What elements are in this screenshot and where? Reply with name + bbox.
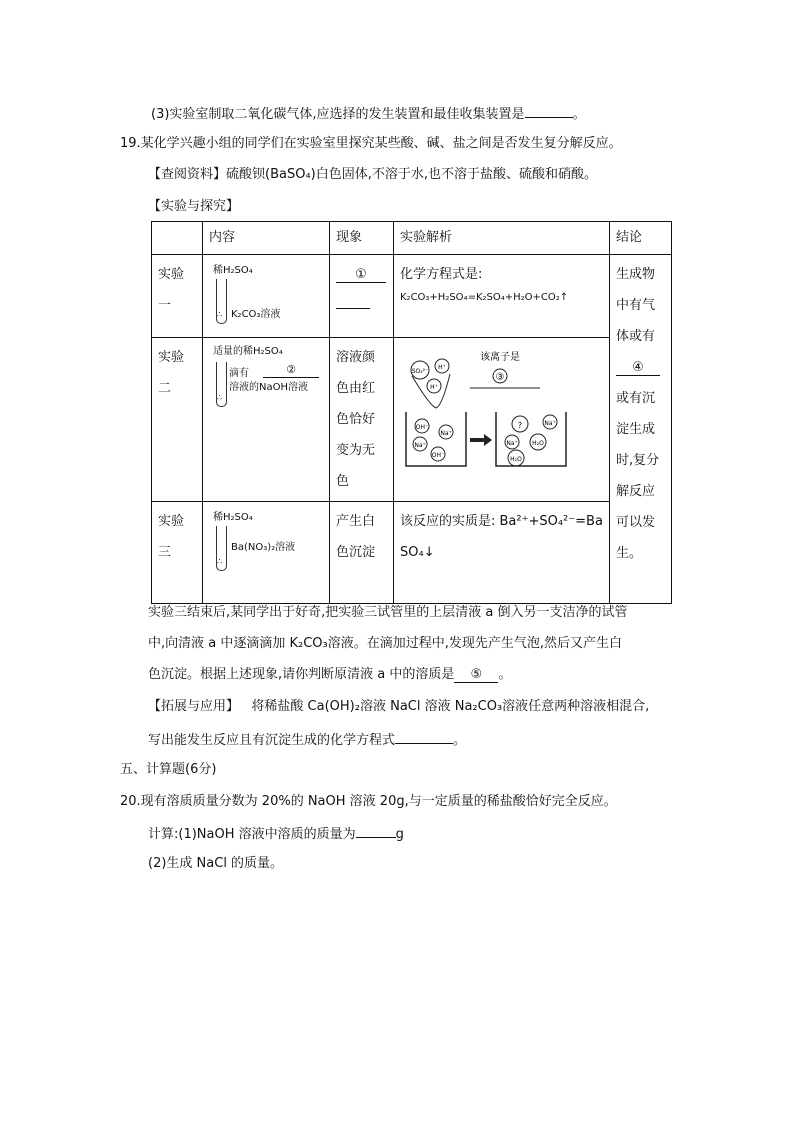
test-tube-diagram: 稀H₂SO₄ ∴ Ba(NO₃)₂溶液 [209, 506, 319, 578]
svg-text:H⁺: H⁺ [438, 364, 446, 371]
table-row [152, 255, 672, 338]
svg-text:H₂O: H₂O [510, 456, 522, 463]
svg-text:Na⁺: Na⁺ [544, 420, 556, 427]
test-tube-diagram: 适量的稀H₂SO₄ ∴ 滴有 ② 溶液的NaOH溶液 [209, 342, 319, 414]
exp-analysis: 该反应的实质是: Ba²⁺+SO₄²⁻=BaSO₄↓ [394, 502, 610, 604]
answer-blank[interactable] [525, 103, 573, 118]
header-cell: 结论 [610, 222, 672, 255]
table-row [152, 338, 672, 502]
q20-calc1: 计算:(1)NaOH 溶液中溶质的质量为 g [148, 823, 404, 845]
header-cell: 现象 [330, 222, 394, 255]
header-cell: 实验解析 [394, 222, 610, 255]
experiment-table [151, 221, 672, 604]
q20-calc2: (2)生成 NaCl 的质量。 [148, 856, 284, 871]
exp-content [203, 255, 330, 338]
after-text-1: 实验三结束后,某同学出于好奇,把实验三试管里的上层清液 a 倒入另一支洁净的试管 [148, 605, 628, 620]
svg-text:OH⁻: OH⁻ [415, 424, 429, 431]
q18-part3: (3)实验室制取二氧化碳气体,应选择的发生装置和最佳收集装置是 。 [151, 103, 586, 125]
svg-text:H₂O: H₂O [532, 440, 544, 447]
svg-text:OH⁻: OH⁻ [431, 452, 445, 459]
q19-intro: 19.某化学兴趣小组的同学们在实验室里探究某些酸、碱、盐之间是否发生复分解反应。 [120, 136, 622, 151]
table-header-row [152, 222, 672, 255]
test-tube-diagram: 稀H₂SO₄ ∴ K₂CO₃溶液 [209, 259, 319, 331]
ion-label: 该离子是 [480, 352, 520, 363]
arrow-icon [470, 434, 492, 446]
q20-intro: 20.现有溶质质量分数为 20%的 NaOH 溶液 20g,与一定质量的稀盐酸恰好完全反应。 [120, 794, 617, 809]
exp-name: 实验三 [152, 502, 203, 604]
exp-phenomenon: 产生白色沉淀 [330, 502, 394, 604]
exp-name: 实验二 [152, 338, 203, 502]
exp-analysis [394, 338, 610, 502]
answer-blank-3[interactable]: ③ [495, 372, 505, 383]
exp-content [203, 338, 330, 502]
exp-conclusion: 生成物中有气体或有④或有沉淀生成时,复分解反应可以发生。 [610, 255, 672, 604]
answer-blank-2[interactable]: ② [263, 364, 319, 378]
svg-text:?: ? [517, 421, 523, 430]
apply-line-2: 写出能发生反应且有沉淀生成的化学方程式 。 [148, 729, 466, 751]
header-cell [152, 222, 203, 255]
info-text: 硫酸钡(BaSO₄)白色固体,不溶于水,也不溶于盐酸、硫酸和硝酸。 [226, 167, 598, 182]
answer-blank-4[interactable]: ④ [616, 361, 660, 376]
apply-tag: 【拓展与应用】 [148, 699, 240, 714]
answer-blank-5[interactable]: ⑤ [454, 668, 498, 683]
ion-reaction-diagram [400, 346, 600, 476]
svg-text:Na⁺: Na⁺ [506, 440, 518, 447]
after-text-2: 中,向清液 a 中逐滴滴加 K₂CO₃溶液。在滴加过程中,发现先产生气泡,然后又产生白 [148, 636, 623, 651]
table-row [152, 502, 672, 604]
exp-name: 实验一 [152, 255, 203, 338]
apply-line: 【拓展与应用】 将稀盐酸 Ca(OH)₂溶液 NaCl 溶液 Na₂CO₃溶液任意两种溶液相混合, [148, 699, 650, 714]
exp-content [203, 502, 330, 604]
after-text-3: 色沉淀。根据上述现象,请你判断原清液 a 中的溶质是 ⑤ 。 [148, 667, 512, 682]
header-cell: 内容 [203, 222, 330, 255]
svg-text:H⁺: H⁺ [430, 384, 438, 391]
answer-blank-1[interactable]: ① [336, 268, 386, 283]
svg-text:Na⁺: Na⁺ [414, 442, 426, 449]
info-tag: 【查阅资料】 [148, 167, 227, 182]
q19-info [148, 165, 597, 185]
answer-blank-mass[interactable] [356, 823, 396, 838]
answer-blank-1-cont[interactable] [336, 294, 370, 309]
svg-text:SO₄²⁻: SO₄²⁻ [411, 368, 429, 375]
exp-phenomenon: 溶液颜色由红色恰好变为无色 [330, 338, 394, 502]
explore-tag: 【实验与探究】 [148, 199, 240, 214]
answer-blank-equation[interactable] [395, 729, 453, 744]
exp-analysis: 化学方程式是: K₂CO₃+H₂SO₄=K₂SO₄+H₂O+CO₂↑ [394, 255, 610, 338]
exp-phenomenon [330, 255, 394, 338]
svg-text:Na⁺: Na⁺ [440, 430, 452, 437]
section-title: 五、计算题(6分) [120, 762, 217, 777]
